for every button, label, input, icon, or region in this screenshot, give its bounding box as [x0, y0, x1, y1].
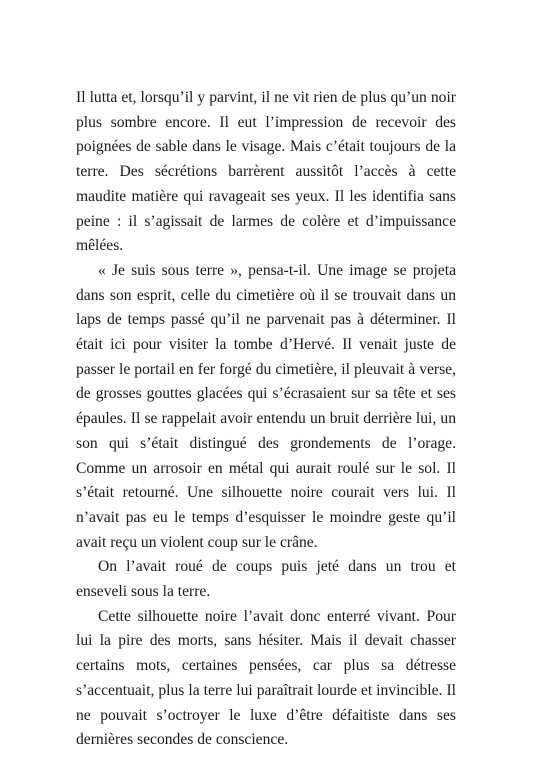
paragraph: Il lutta et, lorsqu’il y parvint, il ne vit rien de plus qu’un noir plus sombre encore. Il eut l’impression de recevoir des poignées de sable dans le visage. Mais c’était toujours de la terre. Des sécrétions barrèrent aussitôt l’accès à cette maudite matière qui ravageait ses yeux. Il les identifia sans peine : il s’agissait de larmes de colère et d’impuissance mêlées. — [76, 89, 456, 255]
paragraph: On l’avait roué de coups puis jeté dans un trou et enseveli sous la terre. — [76, 558, 456, 601]
paragraph: Cette silhouette noire l’avait donc enterré vivant. Pour lui la pire des morts, sans hésiter. Mais il devait chasser certains mots, certaines pensées, car plus sa détresse s’accentuait, plus la terre lui paraîtrait lourde et invincible. Il ne pouvait s’octroyer le luxe d’être défaitiste dans ses dernières secondes de conscience. — [76, 607, 456, 749]
paragraph: « Je suis sous terre », pensa-t-il. Une image se projeta dans son esprit, celle du cimetière où il se trouvait dans un laps de temps passé qu’il ne parvenait pas à déterminer. Il était ici pour visiter la tombe d’Hervé. Il venait juste de passer le portail en fer forgé du cimetière, il pleuvait à verse, de grosses gouttes glacées qui s’écrasaient sur sa tête et ses épaules. Il se rappelait avoir entendu un bruit derrière lui, un son qui s’était distingué des grondements de l’orage. Comme un arrosoir en métal qui aurait roulé sur le sol. Il s’était retourné. Une silhouette noire courait vers lui. Il n’avait pas eu le temps d’esquisser le moindre geste qu’il avait reçu un violent coup sur le crâne. — [76, 261, 456, 551]
book-page-text — [76, 86, 456, 753]
